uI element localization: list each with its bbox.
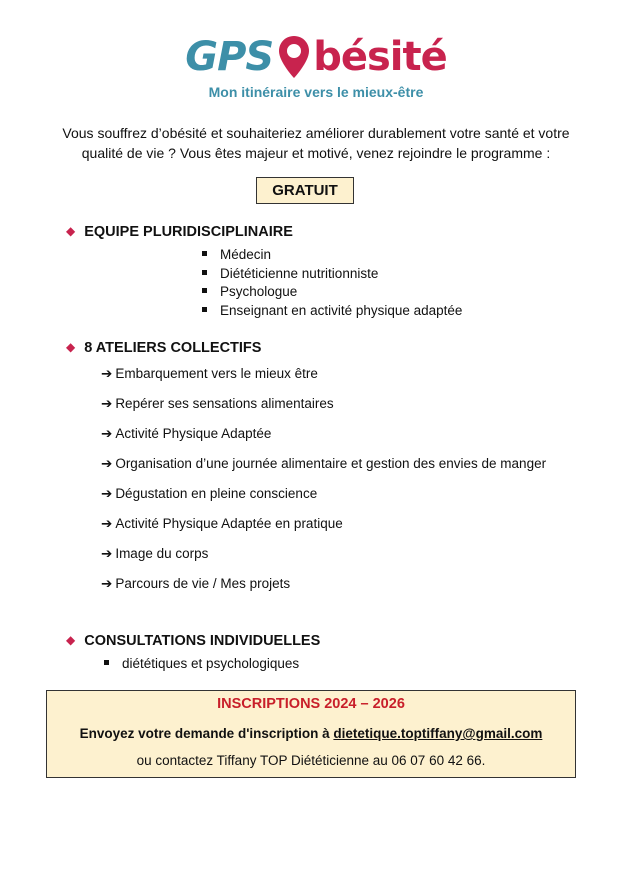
- list-item-text: Image du corps: [115, 546, 209, 561]
- list-item-text: Médecin: [220, 247, 272, 262]
- square-bullet-icon: [202, 270, 207, 275]
- list-item: [101, 365, 546, 395]
- arrow-right-icon: ➔: [101, 516, 113, 531]
- ateliers-list: [101, 365, 546, 605]
- list-item-text: Enseignant en activité physique adaptée: [220, 302, 463, 318]
- arrow-right-icon: ➔: [101, 426, 113, 441]
- diamond-icon: ◆: [66, 633, 76, 647]
- equipe-list: [202, 246, 462, 320]
- section-equipe-title: [66, 224, 293, 240]
- list-item: [101, 395, 546, 425]
- inscriptions-box: [46, 690, 576, 778]
- list-item: [101, 515, 546, 545]
- square-bullet-icon: [202, 288, 207, 293]
- list-item: [202, 283, 462, 302]
- section-equipe-label: EQUIPE PLURIDISCIPLINAIRE: [84, 224, 293, 240]
- diamond-icon: ◆: [66, 340, 76, 354]
- inscriptions-request-line: [47, 725, 575, 743]
- list-item-text: Psychologue: [220, 284, 298, 299]
- arrow-right-icon: ➔: [101, 366, 113, 381]
- gratuit-badge: GRATUIT: [256, 177, 354, 204]
- intro-text: [30, 123, 602, 163]
- logo-tagline: Mon itinéraire vers le mieux-être: [208, 84, 424, 100]
- logo-title: [185, 32, 447, 82]
- square-bullet-icon: [202, 251, 207, 256]
- list-item-text: Activité Physique Adaptée en pratique: [115, 516, 343, 531]
- list-item: [104, 655, 299, 674]
- list-item-text: Repérer ses sensations alimentaires: [115, 396, 334, 411]
- arrow-right-icon: ➔: [101, 456, 113, 471]
- logo-name-rest: bésité: [313, 34, 447, 80]
- list-item-text: Dégustation en pleine conscience: [115, 486, 318, 501]
- consultations-list: [104, 655, 299, 674]
- logo-gps: GPS: [185, 34, 274, 80]
- arrow-right-icon: ➔: [101, 396, 113, 411]
- list-item-text: Parcours de vie / Mes projets: [115, 576, 291, 591]
- section-consultations-title: [66, 633, 320, 649]
- section-ateliers-title: [66, 340, 261, 356]
- square-bullet-icon: [104, 660, 109, 665]
- inscriptions-title: INSCRIPTIONS 2024 – 2026: [217, 696, 405, 712]
- section-consultations-label: CONSULTATIONS INDIVIDUELLES: [84, 633, 321, 649]
- list-item: [202, 246, 462, 265]
- inscriptions-request-text: Envoyez votre demande d'inscription à: [79, 726, 334, 741]
- list-item-text: Embarquement vers le mieux être: [115, 366, 318, 381]
- list-item-text: diététiques et psychologiques: [122, 656, 300, 671]
- list-item-text: Diététicienne nutritionniste: [220, 265, 379, 281]
- section-ateliers-label: 8 ATELIERS COLLECTIFS: [84, 340, 262, 356]
- list-item: [101, 455, 546, 485]
- map-pin-icon: [277, 34, 311, 80]
- list-item: [101, 425, 546, 455]
- square-bullet-icon: [202, 307, 207, 312]
- inscriptions-contact-line: ou contactez Tiffany TOP Diététicienne au 06 07 60 42 66.: [136, 753, 486, 768]
- intro-line-2: qualité de vie ? Vous êtes majeur et motivé, venez rejoindre le programme :: [81, 145, 551, 161]
- list-item: [202, 265, 462, 284]
- list-item: [202, 302, 462, 321]
- list-item-text: Activité Physique Adaptée: [115, 426, 272, 441]
- logo: [0, 32, 632, 100]
- arrow-right-icon: ➔: [101, 576, 113, 591]
- list-item: [101, 545, 546, 575]
- intro-line-1: Vous souffrez d’obésité et souhaiteriez améliorer durablement votre santé et votre: [62, 125, 570, 141]
- list-item-text: Organisation d’une journée alimentaire et gestion des envies de manger: [115, 456, 547, 471]
- arrow-right-icon: ➔: [101, 546, 113, 561]
- list-item: [101, 575, 546, 605]
- diamond-icon: ◆: [66, 224, 76, 238]
- list-item: [101, 485, 546, 515]
- arrow-right-icon: ➔: [101, 486, 113, 501]
- email-link[interactable]: dietetique.toptiffany@gmail.com: [333, 726, 543, 741]
